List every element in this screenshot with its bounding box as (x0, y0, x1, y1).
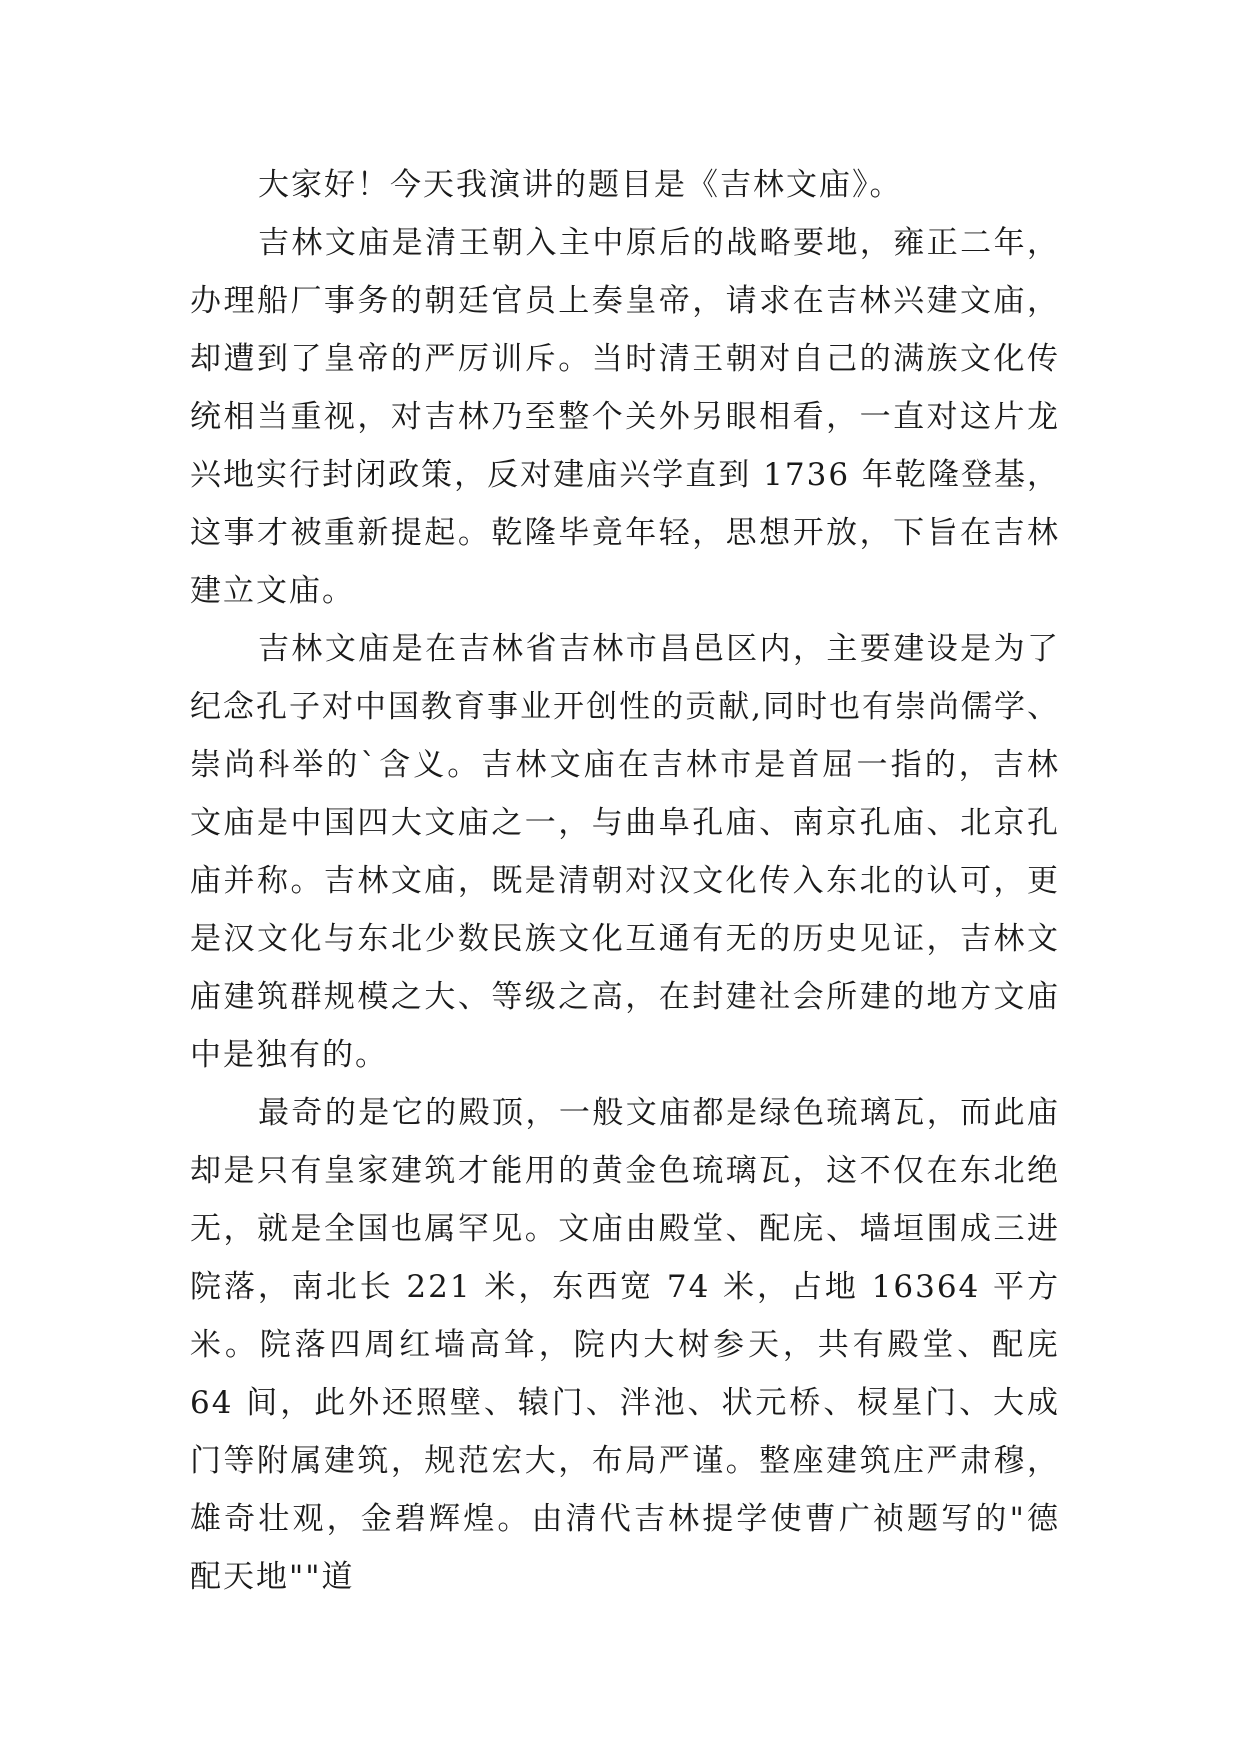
document-body (190, 156, 1060, 1606)
paragraph-greeting: 大家好！今天我演讲的题目是《吉林文庙》。 (258, 167, 903, 203)
paragraph-history: 吉林文庙是清王朝入主中原后的战略要地，雍正二年，办理船厂事务的朝廷官员上奏皇帝，请求在吉林兴建文庙，却遭到了皇帝的严厉训斥。当时清王朝对自己的满族文化传统相当重视，对吉林乃至整个关外另眼相看，一直对这片龙兴地实行封闭政策，反对建庙兴学直到 1736 年乾隆登基，这事才被重新提起。乾隆毕竟年轻，思想开放，下旨在吉林建立文庙。 (190, 225, 1060, 609)
paragraph-architecture: 最奇的是它的殿顶，一般文庙都是绿色琉璃瓦，而此庙却是只有皇家建筑才能用的黄金色琉璃瓦，这不仅在东北绝无，就是全国也属罕见。文庙由殿堂、配庑、墙垣围成三进院落，南北长 221 米，东西宽 74 米，占地 16364 平方米。院落四周红墙高耸，院内大树参天，共有殿堂、配庑 64 间，此外还照壁、辕门、泮池、状元桥、棂星门、大成门等附属建筑，规范宏大，布局严谨。整座建筑庄严肃穆，雄奇壮观，金碧辉煌。由清代吉林提学使曹广祯题写的"德配天地""道 (190, 1095, 1060, 1595)
paragraph-location: 吉林文庙是在吉林省吉林市昌邑区内，主要建设是为了纪念孔子对中国教育事业开创性的贡献,同时也有崇尚儒学、崇尚科举的`含义。吉林文庙在吉林市是首屈一指的，吉林文庙是中国四大文庙之一，与曲阜孔庙、南京孔庙、北京孔庙并称。吉林文庙，既是清朝对汉文化传入东北的认可，更是汉文化与东北少数民族文化互通有无的历史见证，吉林文庙建筑群规模之大、等级之高，在封建社会所建的地方文庙中是独有的。 (190, 631, 1060, 1073)
